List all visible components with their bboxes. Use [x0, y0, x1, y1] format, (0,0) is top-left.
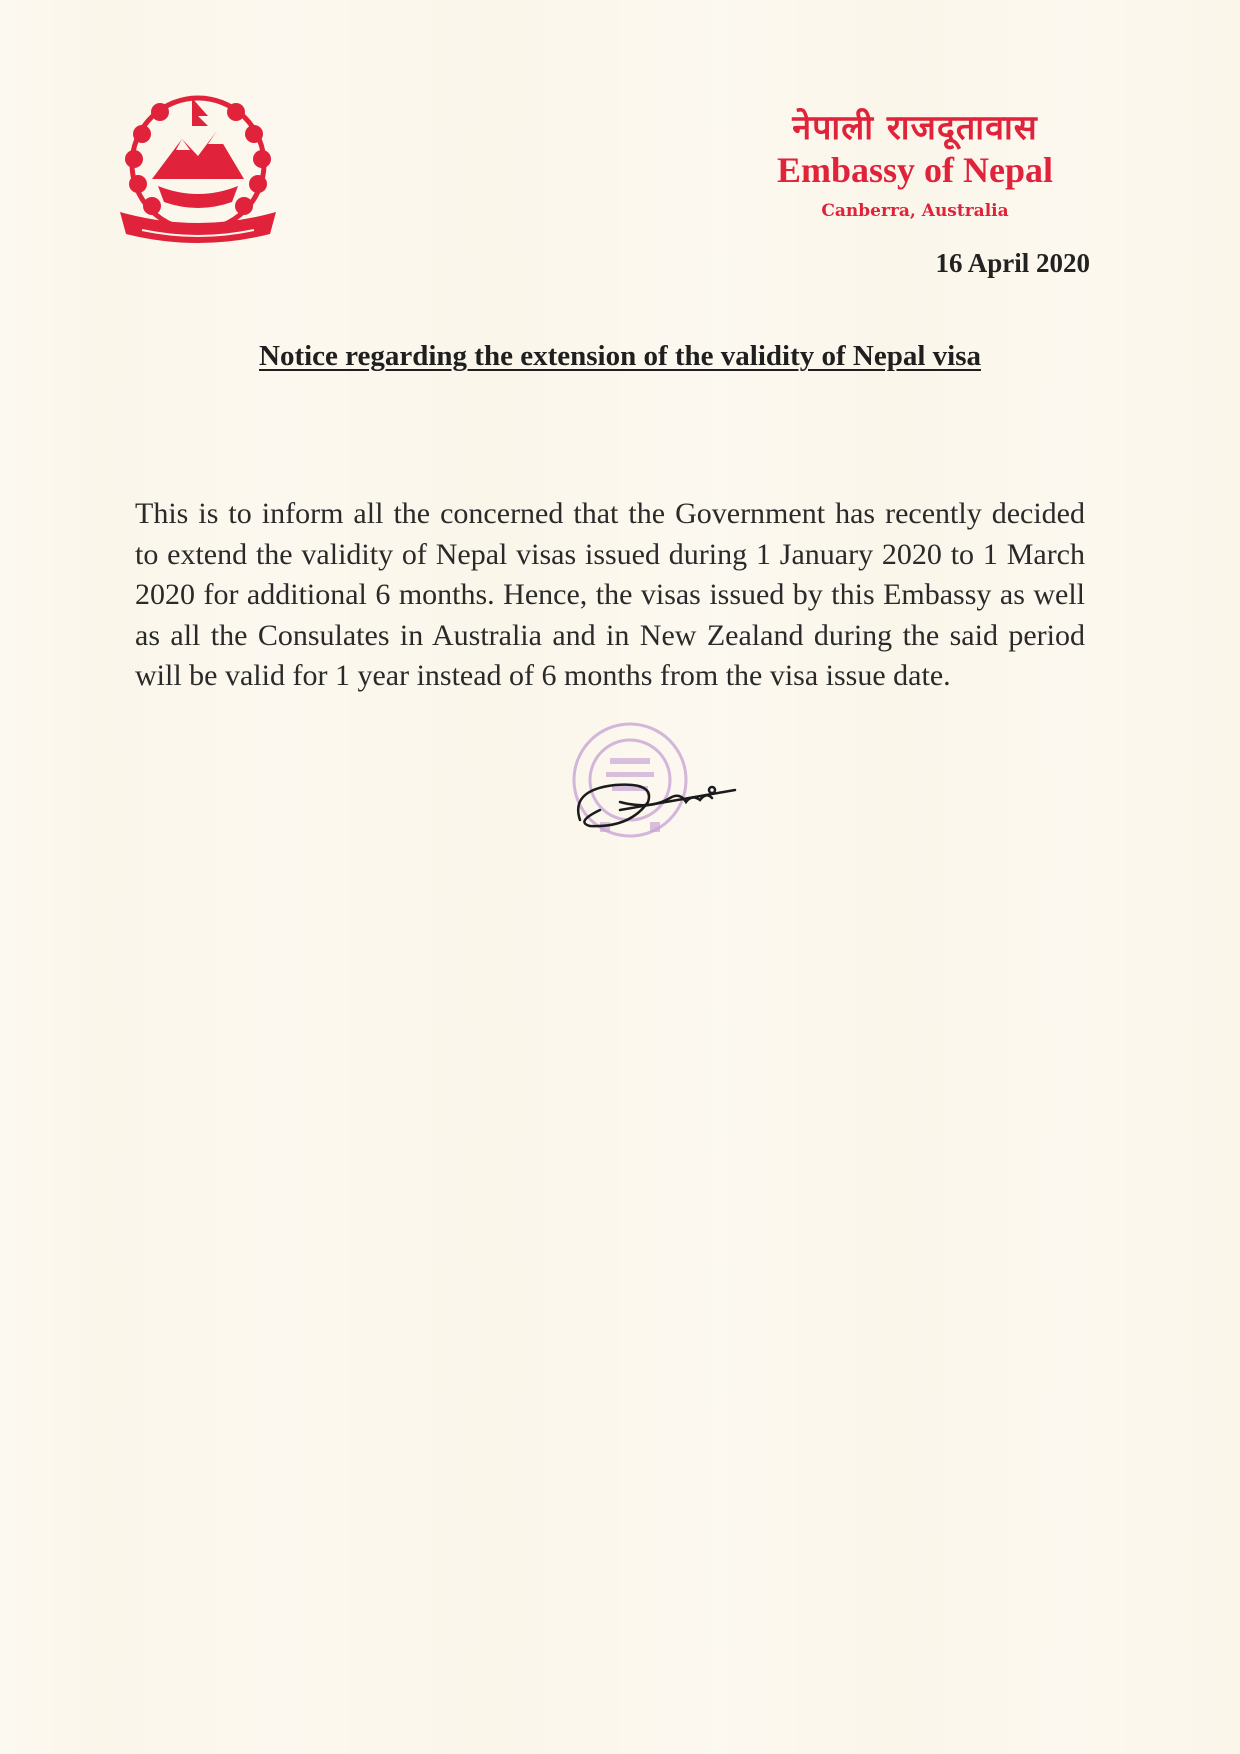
letterhead-location: Canberra, Australia: [821, 201, 1009, 221]
letterhead-nepali-title: नेपाली राजदूतावास: [792, 108, 1038, 148]
notice-title: Notice regarding the extension of the validity of Nepal visa: [259, 340, 981, 372]
nepal-emblem-icon: [112, 84, 284, 254]
seal-signature-icon: [560, 710, 740, 880]
letterhead: [700, 108, 1130, 224]
letterhead-english-title: Embassy of Nepal: [776, 150, 1054, 190]
notice-body: This is to inform all the concerned that the Government has recently decided to extend the validity of Nepal visas issued during 1 January 2020 to 1 March 2020 for additional 6 months. Hence, the visas issued by this Embassy as well as all the Consulates in Australia and in New Zealand during the said period will be valid for 1 year instead of 6 months from the visa issue date.: [135, 497, 1085, 692]
notice-date: 16 April 2020: [935, 248, 1090, 278]
